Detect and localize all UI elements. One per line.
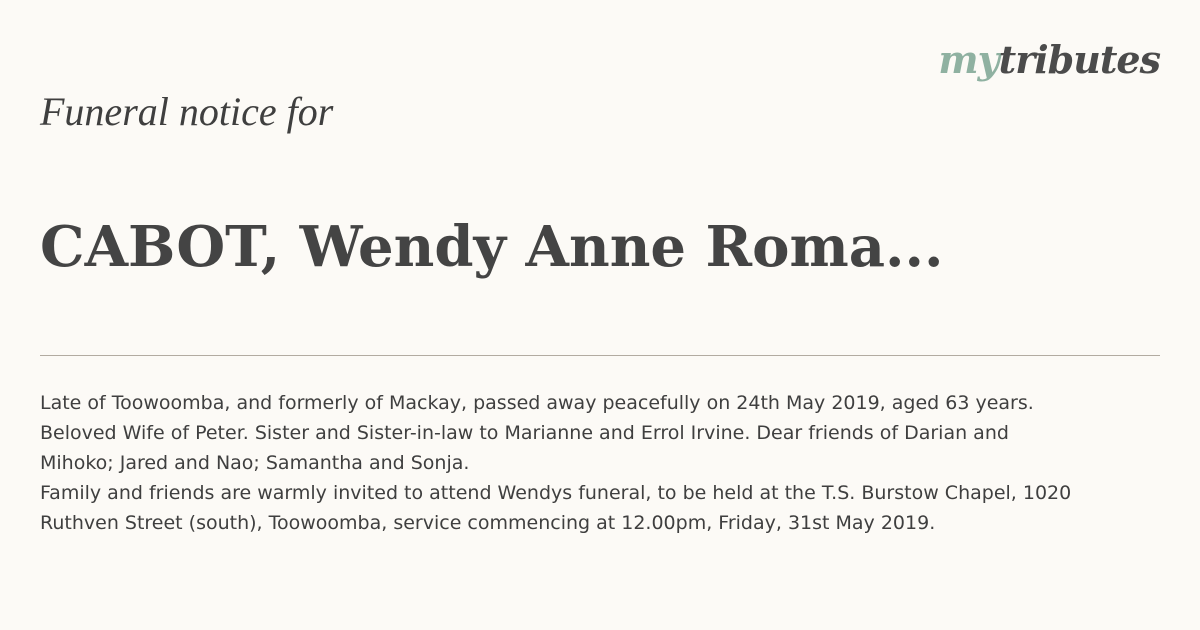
- section-divider: [40, 355, 1160, 356]
- mytributes-logo: [938, 34, 1160, 86]
- notice-line-1: Late of Toowoomba, and formerly of Mackay, passed away peacefully on 24th May 2019, aged 63 years.: [40, 392, 1034, 414]
- notice-body: [40, 388, 1160, 538]
- notice-line-4: Family and friends are warmly invited to attend Wendys funeral, to be held at the T.S. Burstow Chapel, 1020: [40, 482, 1072, 504]
- deceased-name-heading: CABOT, Wendy Anne Roma...: [40, 214, 944, 280]
- logo-my-text: my: [938, 37, 999, 82]
- logo-tributes-text: tributes: [998, 37, 1160, 82]
- notice-line-3: Mihoko; Jared and Nao; Samantha and Sonja.: [40, 452, 470, 474]
- notice-line-5: Ruthven Street (south), Toowoomba, service commencing at 12.00pm, Friday, 31st May 2019.: [40, 512, 936, 534]
- notice-line-2: Beloved Wife of Peter. Sister and Sister-in-law to Marianne and Errol Irvine. Dear friends of Darian and: [40, 422, 1009, 444]
- funeral-notice-subtitle: Funeral notice for: [40, 89, 334, 134]
